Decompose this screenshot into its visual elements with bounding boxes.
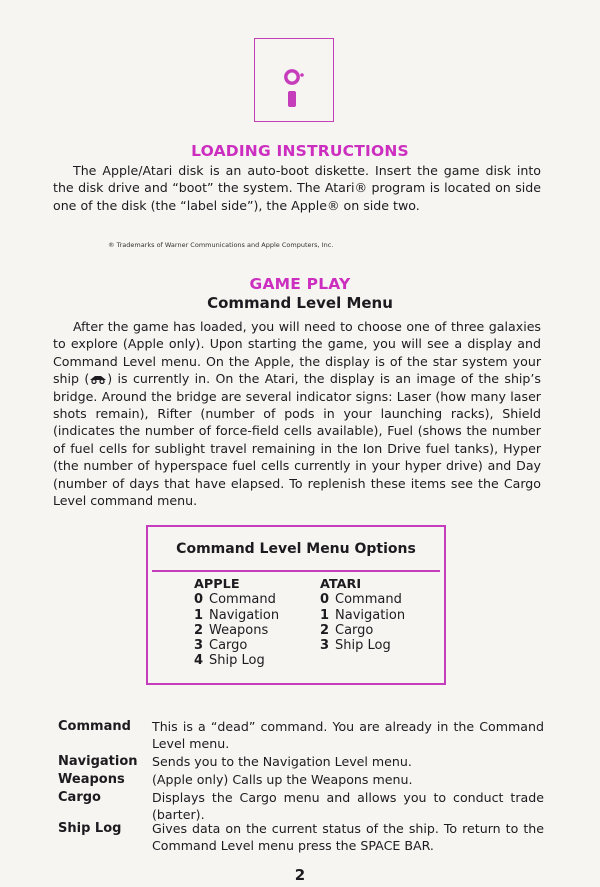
game-play-paragraph xyxy=(53,318,541,509)
item-number: 4 xyxy=(194,653,204,669)
trademark-footnote: ® Trademarks of Warner Communications and Apple Computers, Inc. xyxy=(108,241,334,249)
item-number: 3 xyxy=(194,638,204,654)
item-label: Weapons xyxy=(209,622,269,638)
list-item xyxy=(194,608,279,623)
apple-column xyxy=(194,577,279,669)
list-item xyxy=(320,592,405,607)
item-label: Cargo xyxy=(209,638,248,654)
item-number: 1 xyxy=(320,607,330,623)
item-label: Navigation xyxy=(209,607,280,623)
item-label: Ship Log xyxy=(209,653,265,669)
list-item xyxy=(320,623,405,638)
item-label: Command xyxy=(209,592,276,608)
loading-heading: LOADING INSTRUCTIONS xyxy=(191,142,409,160)
definition-term: Ship Log xyxy=(58,821,122,836)
game-play-body-part2: ) is currently in. On the Atari, the display is an image of the ship’s bridge. Around the bridge are several indicator signs: Laser (how many laser shots remain), Rifter (number of pods in your launching racks), Shield (indicates the number of force-field cells available), Fuel (shows the number of fuel cells for sublight travel remaining in the Ion Drive fuel tanks), Hyper (the number of hyperspace fuel cells currently in your hyper drive) and Day (number of days that have elapsed. To replenish these items see the Cargo Level command menu. xyxy=(53,371,541,509)
definition-desc: (Apple only) Calls up the Weapons menu. xyxy=(152,772,413,787)
item-number: 3 xyxy=(320,638,330,654)
list-item xyxy=(320,638,405,653)
command-options-box xyxy=(146,525,446,685)
page-number: 2 xyxy=(294,866,306,884)
game-play-body-part1: After the game has loaded, you will need to choose one of three galaxies to explore (Apple only). Upon starting the game, you will see a display and Command Level menu. On the Apple, the display is of the star system your ship ( xyxy=(53,319,541,387)
definition-term: Weapons xyxy=(58,772,125,787)
item-number: 1 xyxy=(194,607,204,623)
game-play-heading: GAME PLAY xyxy=(249,275,351,293)
item-number: 0 xyxy=(194,592,204,608)
item-number: 0 xyxy=(320,592,330,608)
definition-term: Navigation xyxy=(58,754,138,769)
list-item xyxy=(320,608,405,623)
item-label: Ship Log xyxy=(335,638,391,654)
item-number: 2 xyxy=(320,622,330,638)
definition-desc: Sends you to the Navigation Level menu. xyxy=(152,754,412,769)
item-label: Cargo xyxy=(335,622,374,638)
definition-term: Cargo xyxy=(58,790,101,805)
definition-desc: This is a “dead” command. You are already in the Command Level menu. xyxy=(152,719,544,751)
definition-term: Command xyxy=(58,719,131,734)
list-item xyxy=(194,638,279,653)
item-label: Command xyxy=(335,592,402,608)
loading-body: The Apple/Atari disk is an auto-boot diskette. Insert the game disk into the disk drive and “boot” the system. The Atari® program is located on side one of the disk (the “label side”), the Apple® on side two. xyxy=(53,163,541,213)
list-item xyxy=(194,653,279,668)
atari-header: ATARI xyxy=(320,577,362,592)
list-item xyxy=(194,592,279,607)
definition-desc: Gives data on the current status of the ship. To return to the Command Level menu press the SPACE BAR. xyxy=(152,821,544,853)
options-divider xyxy=(152,570,440,572)
disk-info-icon xyxy=(254,38,334,122)
definition-desc: Displays the Cargo menu and allows you to conduct trade (barter). xyxy=(152,790,544,822)
atari-column xyxy=(320,577,405,653)
item-number: 2 xyxy=(194,622,204,638)
options-title: Command Level Menu Options xyxy=(176,541,416,557)
item-label: Navigation xyxy=(335,607,406,623)
apple-header: APPLE xyxy=(194,577,240,592)
ship-icon xyxy=(89,374,107,384)
command-level-subheading: Command Level Menu xyxy=(207,294,393,312)
list-item xyxy=(194,623,279,638)
loading-paragraph xyxy=(53,162,541,214)
